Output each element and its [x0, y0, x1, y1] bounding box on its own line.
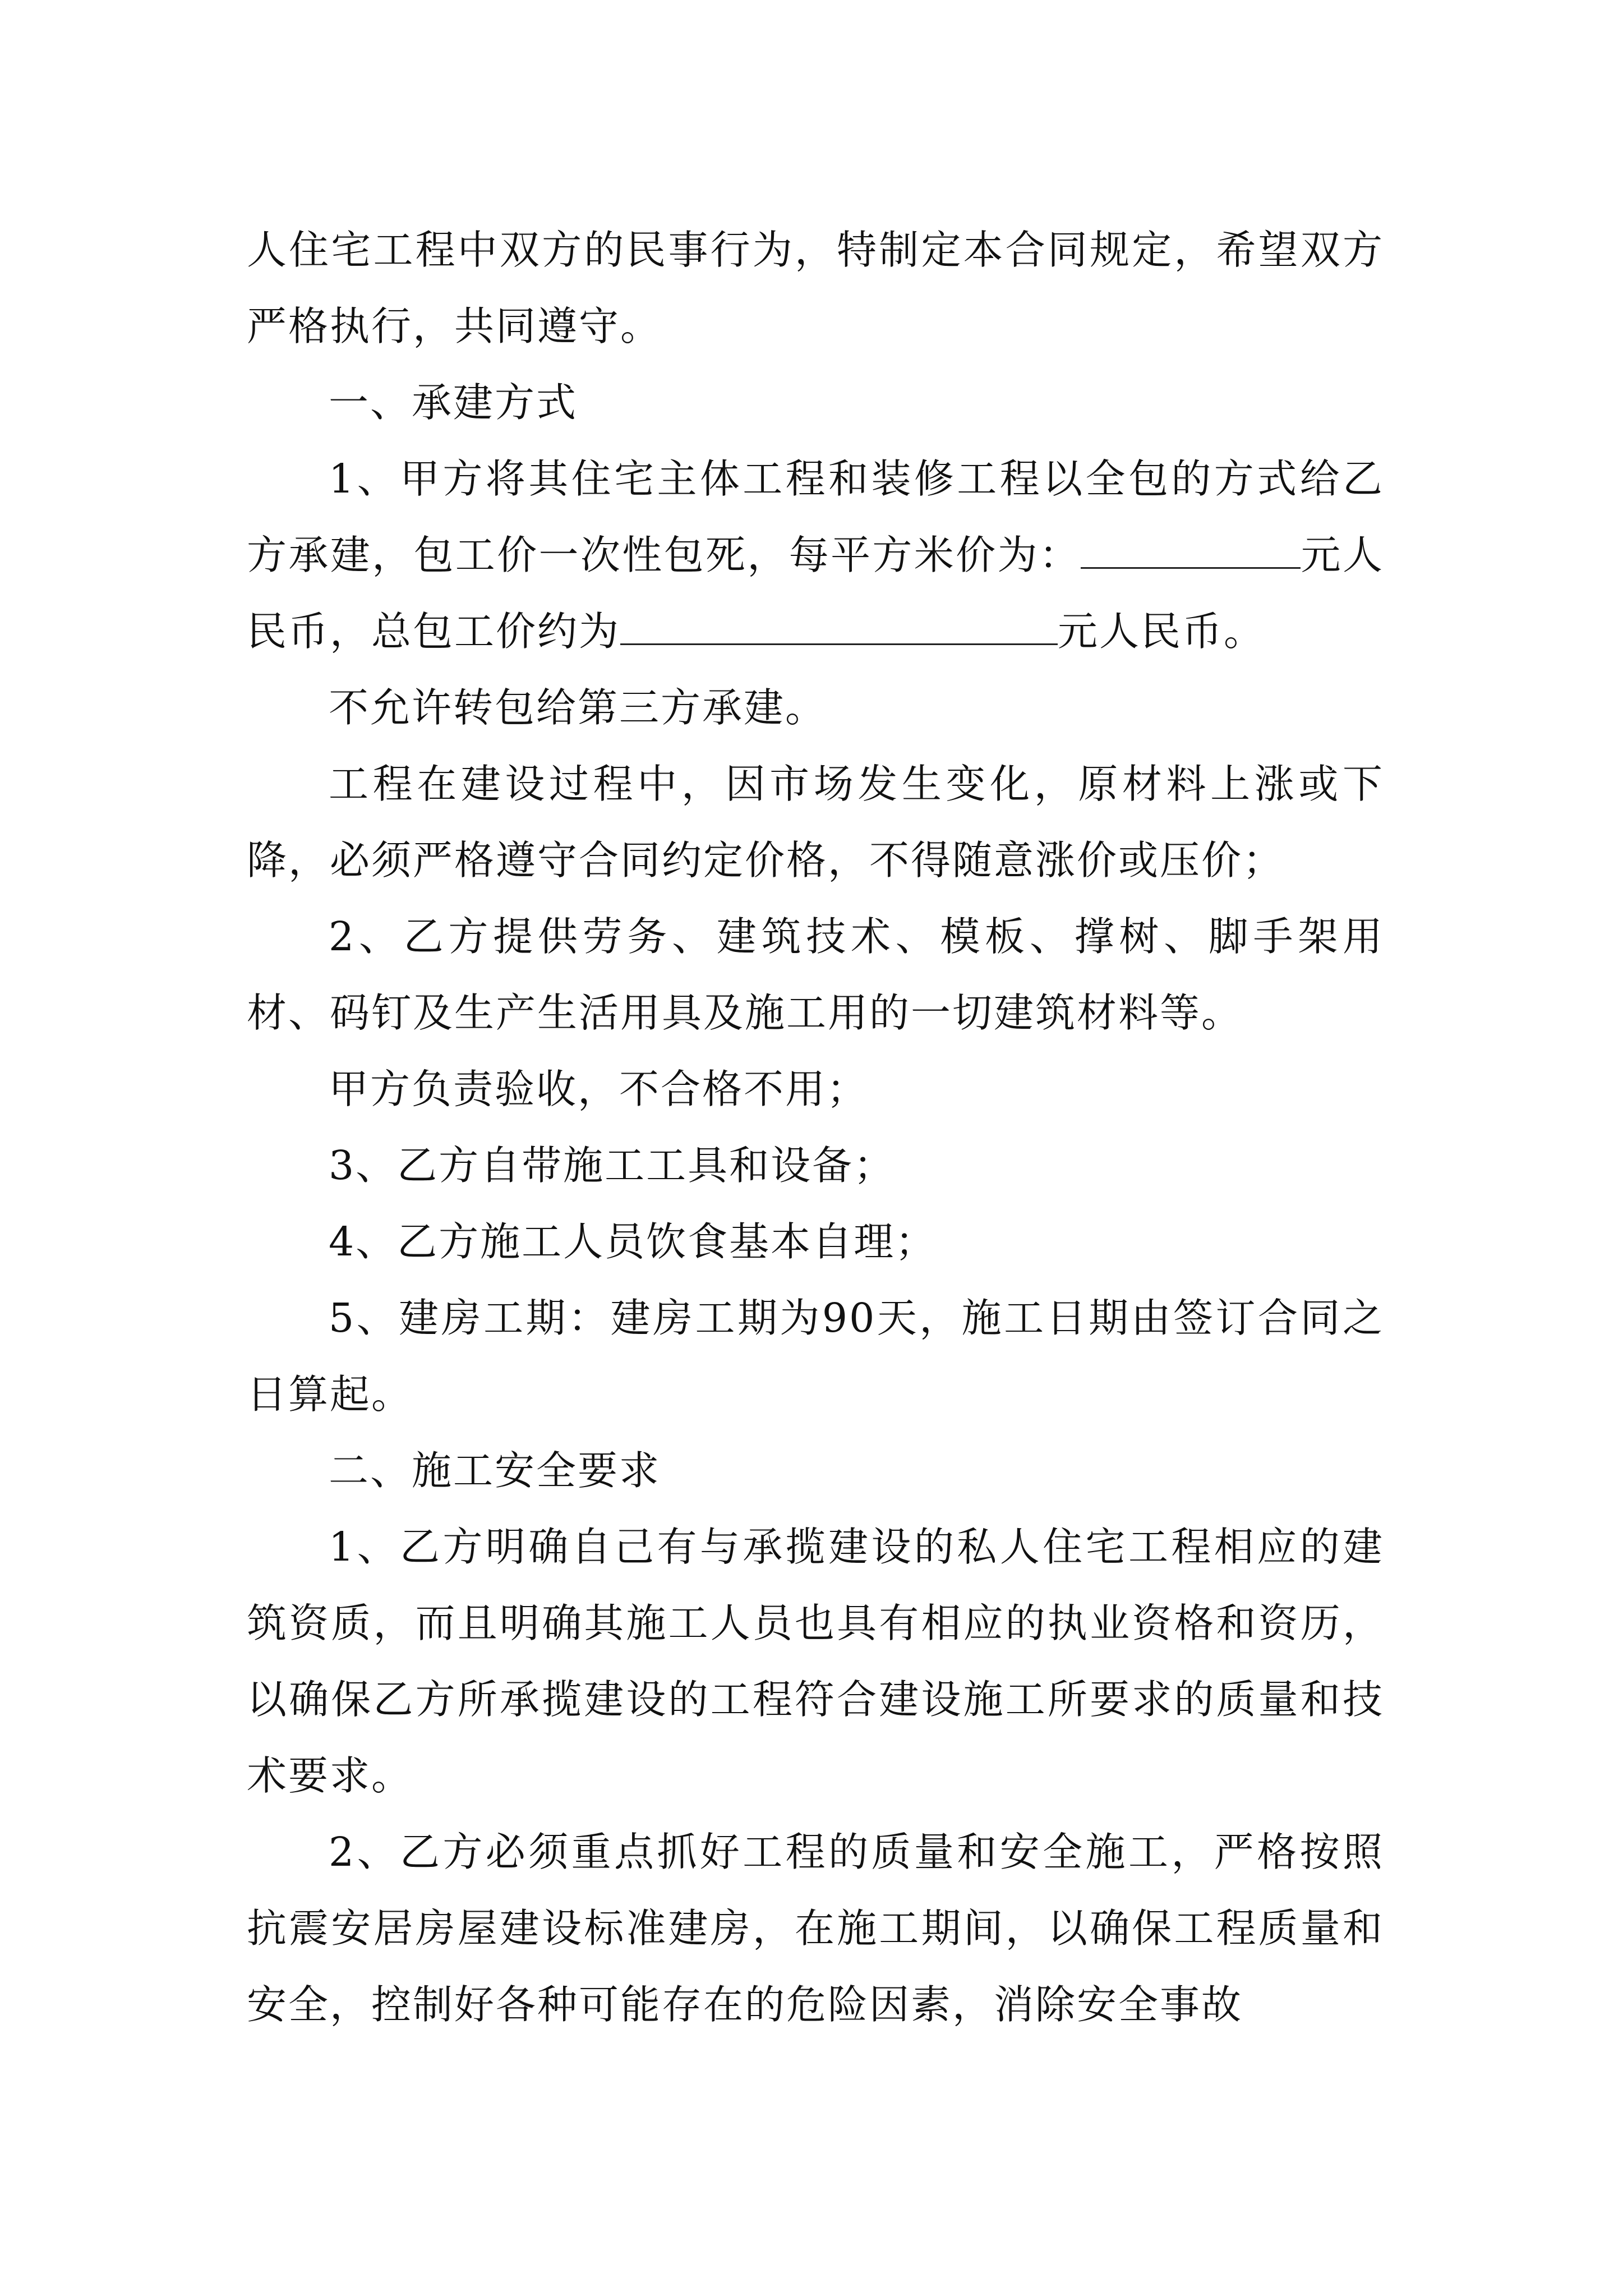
paragraph-clause-1-pricing [247, 441, 1384, 670]
total-price-blank [620, 604, 1058, 645]
paragraph-no-subcontract: 不允许转包给第三方承建。 [329, 684, 827, 731]
unit-price-blank [1081, 528, 1301, 569]
paragraph-inspection: 甲方负责验收，不合格不用； [329, 1066, 869, 1112]
paragraph-clause-5-schedule: 5、建房工期：建房工期为90天，施工日期由签订合同之日算起。 [247, 1295, 1384, 1418]
clause-1-text-b: 元人民币，总包工价约为 [247, 532, 1384, 655]
section-heading-safety-requirements: 二、施工安全要求 [329, 1447, 661, 1494]
clause-1-text-a: 1、甲方将其住宅主体工程和装修工程以全包的方式给乙方承建，包工价一次性包死，每平方米价为： [247, 455, 1384, 578]
paragraph-safety-clause-1: 1、乙方明确自己有与承揽建设的私人住宅工程相应的建筑资质，而且明确其施工人员也具有相应的执业资格和资历，以确保乙方所承揽建设的工程符合建设施工所要求的质量和技术要求。 [247, 1524, 1384, 1799]
paragraph-price-stability: 工程在建设过程中，因市场发生变化，原材料上涨或下降，必须严格遵守合同约定价格，不得随意涨价或压价； [247, 761, 1384, 884]
paragraph-clause-4-meals: 4、乙方施工人员饮食基本自理； [329, 1218, 937, 1265]
paragraph-clause-3-tools: 3、乙方自带施工工具和设备； [329, 1142, 896, 1189]
paragraph-safety-clause-2: 2、乙方必须重点抓好工程的质量和安全施工，严格按照抗震安居房屋建设标准建房，在施工期间，以确保工程质量和安全，控制好各种可能存在的危险因素，消除安全事故 [247, 1829, 1384, 2028]
paragraph-clause-2-materials: 2、乙方提供劳务、建筑技术、模板、撑树、脚手架用材、码钉及生产生活用具及施工用的一切建筑材料等。 [247, 913, 1384, 1036]
paragraph-preamble-continuation: 人住宅工程中双方的民事行为，特制定本合同规定，希望双方严格执行，共同遵守。 [247, 227, 1384, 349]
section-heading-construction-method: 一、承建方式 [329, 379, 578, 426]
document-body [247, 212, 1384, 2043]
clause-1-text-c: 元人民币。 [1058, 608, 1266, 655]
